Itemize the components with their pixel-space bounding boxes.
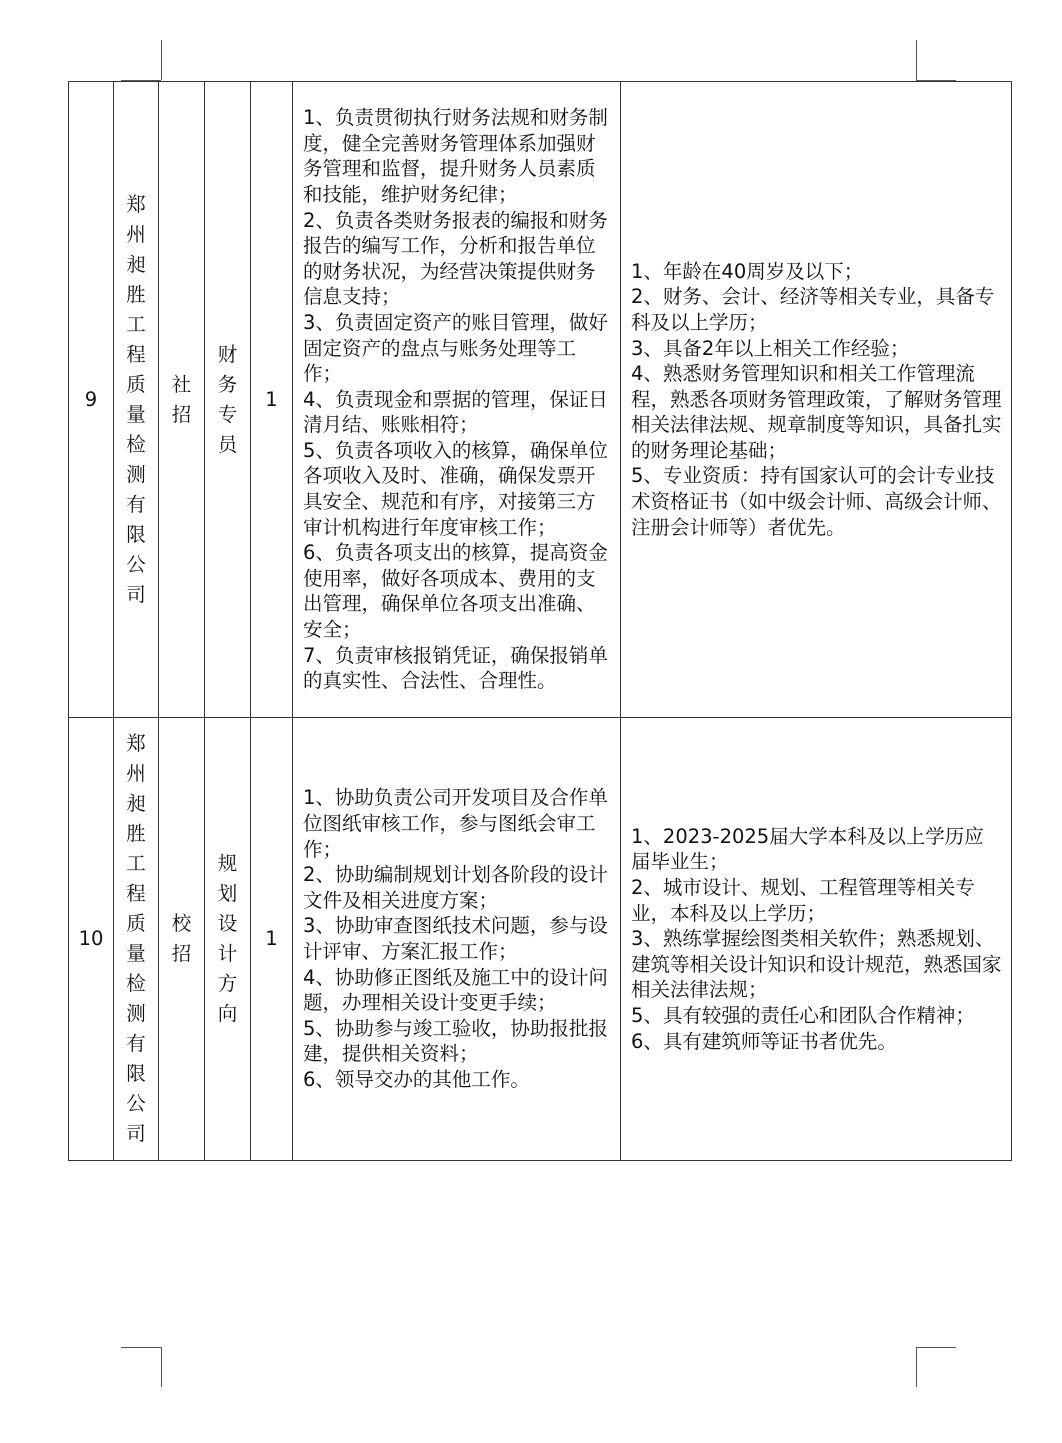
company-name: 郑州昶胜工程质量检测有限公司 bbox=[126, 732, 146, 1145]
duty-item: 7、负责审核报销凭证，确保报销单的真实性、合法性、合理性。 bbox=[303, 643, 608, 693]
requirements-cell bbox=[621, 82, 1012, 718]
crop-mark-bottom-right bbox=[916, 1347, 917, 1387]
company-cell bbox=[114, 82, 159, 718]
duty-item: 3、协助审查图纸技术问题，参与设计评审、方案汇报工作； bbox=[303, 914, 608, 963]
duties-cell bbox=[293, 718, 621, 1161]
crop-mark-bottom-left-h bbox=[121, 1347, 161, 1348]
position-cell bbox=[205, 718, 251, 1161]
duty-item: 1、协助负责公司开发项目及合作单位图纸审核工作，参与图纸会审工作； bbox=[303, 786, 608, 861]
requirement-item: 3、熟练掌握绘图类相关软件；熟悉规划、建筑等相关设计知识和设计规范，熟悉国家相关法律法规； bbox=[631, 927, 1002, 1002]
crop-mark-top-right bbox=[916, 40, 917, 80]
company-cell bbox=[114, 718, 159, 1161]
requirement-item: 2、城市设计、规划、工程管理等相关专业，本科及以上学历； bbox=[631, 876, 975, 925]
crop-mark-bottom-left bbox=[161, 1347, 162, 1387]
requirement-item: 1、2023-2025届大学本科及以上学历应届毕业生； bbox=[631, 824, 984, 874]
duty-item: 3、负责固定资产的账目管理，做好固定资产的盘点与账务处理等工作； bbox=[303, 310, 608, 386]
duty-item: 5、负责各项收入的核算，确保单位各项收入及时、准确，确保发票开具安全、规范和有序，对接第三方审计机构进行年度审核工作； bbox=[303, 438, 608, 539]
duty-item: 4、负责现金和票据的管理，保证日清月结、账账相符； bbox=[303, 387, 608, 437]
recruit-type: 社招 bbox=[171, 372, 192, 426]
duty-item: 4、协助修正图纸及施工中的设计问题，办理相关设计变更手续； bbox=[303, 965, 608, 1015]
position-name: 财务专员 bbox=[217, 342, 238, 456]
position-cell bbox=[205, 82, 251, 718]
table-row bbox=[69, 718, 1012, 1161]
requirement-item: 5、具有较强的责任心和团队合作精神； bbox=[631, 1003, 975, 1027]
duty-item: 2、协助编制规划计划各阶段的设计文件及相关进度方案； bbox=[303, 863, 608, 912]
duty-item: 6、负责各项支出的核算，提高资金使用率，做好各项成本、费用的支出管理，确保单位各项支出准确、安全； bbox=[303, 541, 608, 642]
duty-item: 2、负责各类财务报表的编报和财务报告的编写工作，分析和报告单位的财务状况，为经营决策提供财务信息支持； bbox=[303, 208, 608, 309]
requirement-item: 1、年龄在40周岁及以下； bbox=[631, 259, 864, 283]
duty-item: 6、领导交办的其他工作。 bbox=[303, 1067, 530, 1091]
company-name: 郑州昶胜工程质量检测有限公司 bbox=[126, 192, 146, 606]
row-number: 9 bbox=[69, 82, 114, 718]
duty-item: 1、负责贯彻执行财务法规和财务制度，健全完善财务管理体系加强财务管理和监督，提升财务人员素质和技能，维护财务纪律； bbox=[303, 106, 608, 206]
headcount: 1 bbox=[251, 82, 293, 718]
duty-item: 5、协助参与竣工验收，协助报批报建，提供相关资料； bbox=[303, 1016, 608, 1066]
requirement-item: 5、专业资质：持有国家认可的会计专业技术资格证书（如中级会计师、高级会计师、注册会计师等）者优先。 bbox=[631, 464, 1002, 539]
recruit-type: 校招 bbox=[171, 912, 192, 965]
recruit-type-cell bbox=[159, 82, 205, 718]
table-row bbox=[69, 82, 1012, 718]
row-number: 10 bbox=[69, 718, 114, 1161]
job-table bbox=[68, 81, 1012, 1161]
requirement-item: 2、财务、会计、经济等相关专业，具备专科及以上学历； bbox=[631, 285, 995, 334]
crop-mark-bottom-right-h bbox=[916, 1347, 956, 1348]
requirement-item: 6、具有建筑师等证书者优先。 bbox=[631, 1029, 897, 1053]
requirements-cell bbox=[621, 718, 1012, 1161]
recruit-type-cell bbox=[159, 718, 205, 1161]
requirement-item: 3、具备2年以上相关工作经验； bbox=[631, 336, 910, 360]
crop-mark-top-left bbox=[161, 40, 162, 80]
requirement-item: 4、熟悉财务管理知识和相关工作管理流程，熟悉各项财务管理政策，了解财务管理相关法律法规、规章制度等知识，具备扎实的财务理论基础； bbox=[631, 362, 1002, 462]
duties-cell bbox=[293, 82, 621, 718]
position-name: 规划设计方向 bbox=[217, 852, 238, 1025]
headcount: 1 bbox=[251, 718, 293, 1161]
